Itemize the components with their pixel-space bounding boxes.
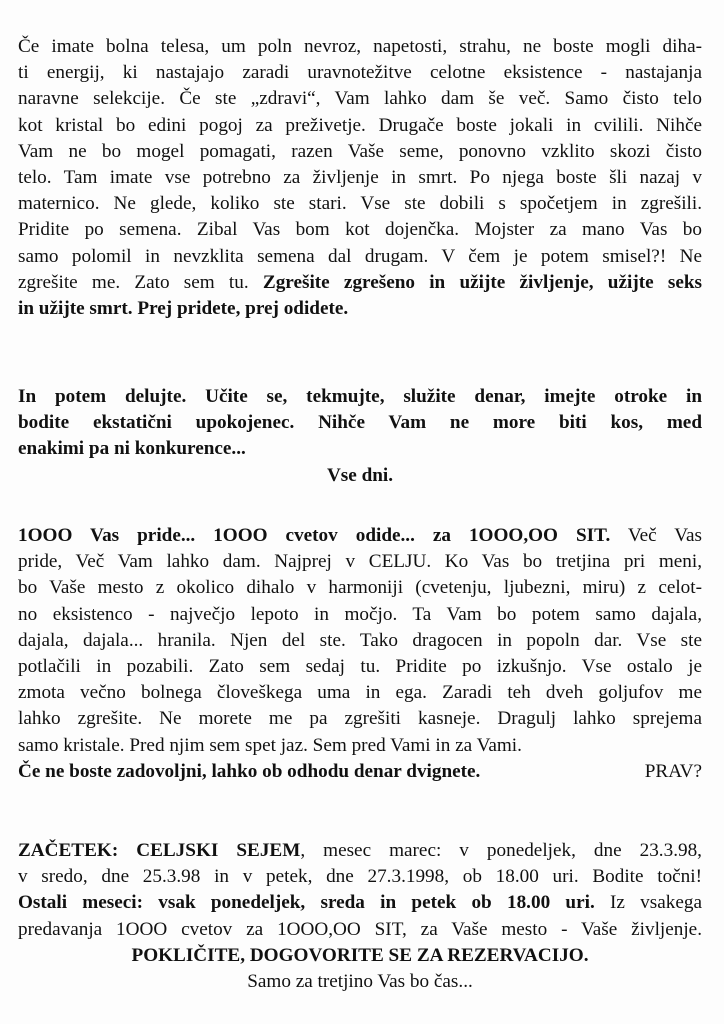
paragraph-3 [18,523,702,785]
text-line: zmota večno bolnega človeškega uma in ega. Zaradi teh dveh goljufov me [18,682,702,704]
text-line: v sredo, dne 25.3.98 in v petek, dne 27.3.1998, ob 18.00 uri. Bodite točni! [18,866,702,888]
text-line: maternico. Ne glede, koliko ste stari. Vse ste dobili s spočetjem in zgrešili. [18,193,702,215]
centered-bold-line: Vse dni. [326,464,394,486]
text-line-mixed [18,838,702,864]
text-line-mixed [18,523,702,549]
bold-text-line: enakimi pa ni konkurence... [18,438,246,460]
text-run: Več Vas [610,525,702,546]
text-line: ti energij, ki nastajajo zaradi uravnotežitve celotne eksistence - nastajanja [18,62,702,84]
text-line: lahko zgrešite. Ne morete me pa zgrešiti kasneje. Dragulj lahko sprejema [18,708,702,730]
text-line: no eksistenco - največjo lepoto in močjo. Ta Vam bo potem samo dajala, [18,603,702,625]
text-run: zgrešite me. Zato sem tu. [18,271,263,293]
text-line: predavanja 1OOO cvetov za 1OOO,OO SIT, za Vaše mesto - Vaše življenje. [18,918,702,940]
text-line: potlačili in pozabili. Zato sem sedaj tu. Pridite po izkušnjo. Vse ostalo je [18,656,702,678]
bold-text-run: Ostali meseci: vsak ponedeljek, sreda in petek ob 18.00 uri. [18,892,595,914]
text-line: kot kristal bo edini pogoj za preživetje. Drugače boste jokali in cvilili. Nihče [18,114,702,136]
text-line-mixed [18,890,702,916]
bold-text-line: in užijte smrt. Prej pridete, prej odidete. [18,298,349,320]
text-line: Če imate bolna telesa, um poln nevroz, napetosti, strahu, ne boste mogli diha- [18,36,702,57]
text-line: pride, Več Vam lahko dam. Najprej v CELJU. Ko Vas bo tretjina pri meni, [18,551,702,573]
paragraph-1 [18,34,702,322]
bold-text-run: Zgrešite zgrešeno in užijte življenje, užijte seks [262,271,702,293]
centered-bold-line: POKLIČITE, DOGOVORITE SE ZA REZERVACIJO. [131,944,589,966]
paragraph-2 [18,384,702,489]
bold-text-line: bodite ekstatični upokojenec. Nihče Vam ne more biti kos, med [18,412,702,434]
text-line: dajala, dajala... hranila. Njen del ste. Tako dragocen in popoln dar. Vse ste [18,629,702,651]
text-line-mixed [18,759,702,785]
paragraph-4 [18,838,702,995]
bold-text-run: Če ne boste zadovoljni, lahko ob odhodu denar dvignete. [18,760,481,782]
bold-text-run: ZAČETEK: CELJSKI SEJEM [18,840,301,861]
text-line: samo polomil in nevzklita semena dal drugam. V čem je potem smisel?! Ne [18,245,702,267]
centered-line: Samo za tretjino Vas bo čas... [247,971,473,993]
text-line: Pridite po semena. Zibal Vas bom kot dojenčka. Mojster za mano Vas bo [18,219,702,241]
text-run: , mesec marec: v ponedeljek, dne 23.3.98, [300,840,702,861]
text-line-mixed [18,270,702,296]
text-run: PRAV? [644,760,702,782]
text-line: Vam ne bo mogel pomagati, razen Vaše seme, ponovno vzklito skozi čisto [18,140,702,162]
bold-text-line: In potem delujte. Učite se, tekmujte, služite denar, imejte otroke in [18,386,702,407]
text-line: naravne selekcije. Če ste „zdravi“, Vam lahko dam še več. Samo čisto telo [18,88,702,110]
text-line: samo kristale. Pred njim sem spet jaz. Sem pred Vami in za Vami. [18,734,522,756]
bold-text-run: 1OOO Vas pride... 1OOO cvetov odide... za 1OOO,OO SIT. [18,525,611,546]
text-line: telo. Tam imate vse potrebno za življenje in smrt. Po njega boste šli nazaj v [18,167,702,189]
text-run: Iz vsakega [594,892,702,914]
text-line: bo Vaše mesto z okolico dihalo v harmoniji (cvetenju, ljubezni, miru) z celot- [18,577,702,599]
